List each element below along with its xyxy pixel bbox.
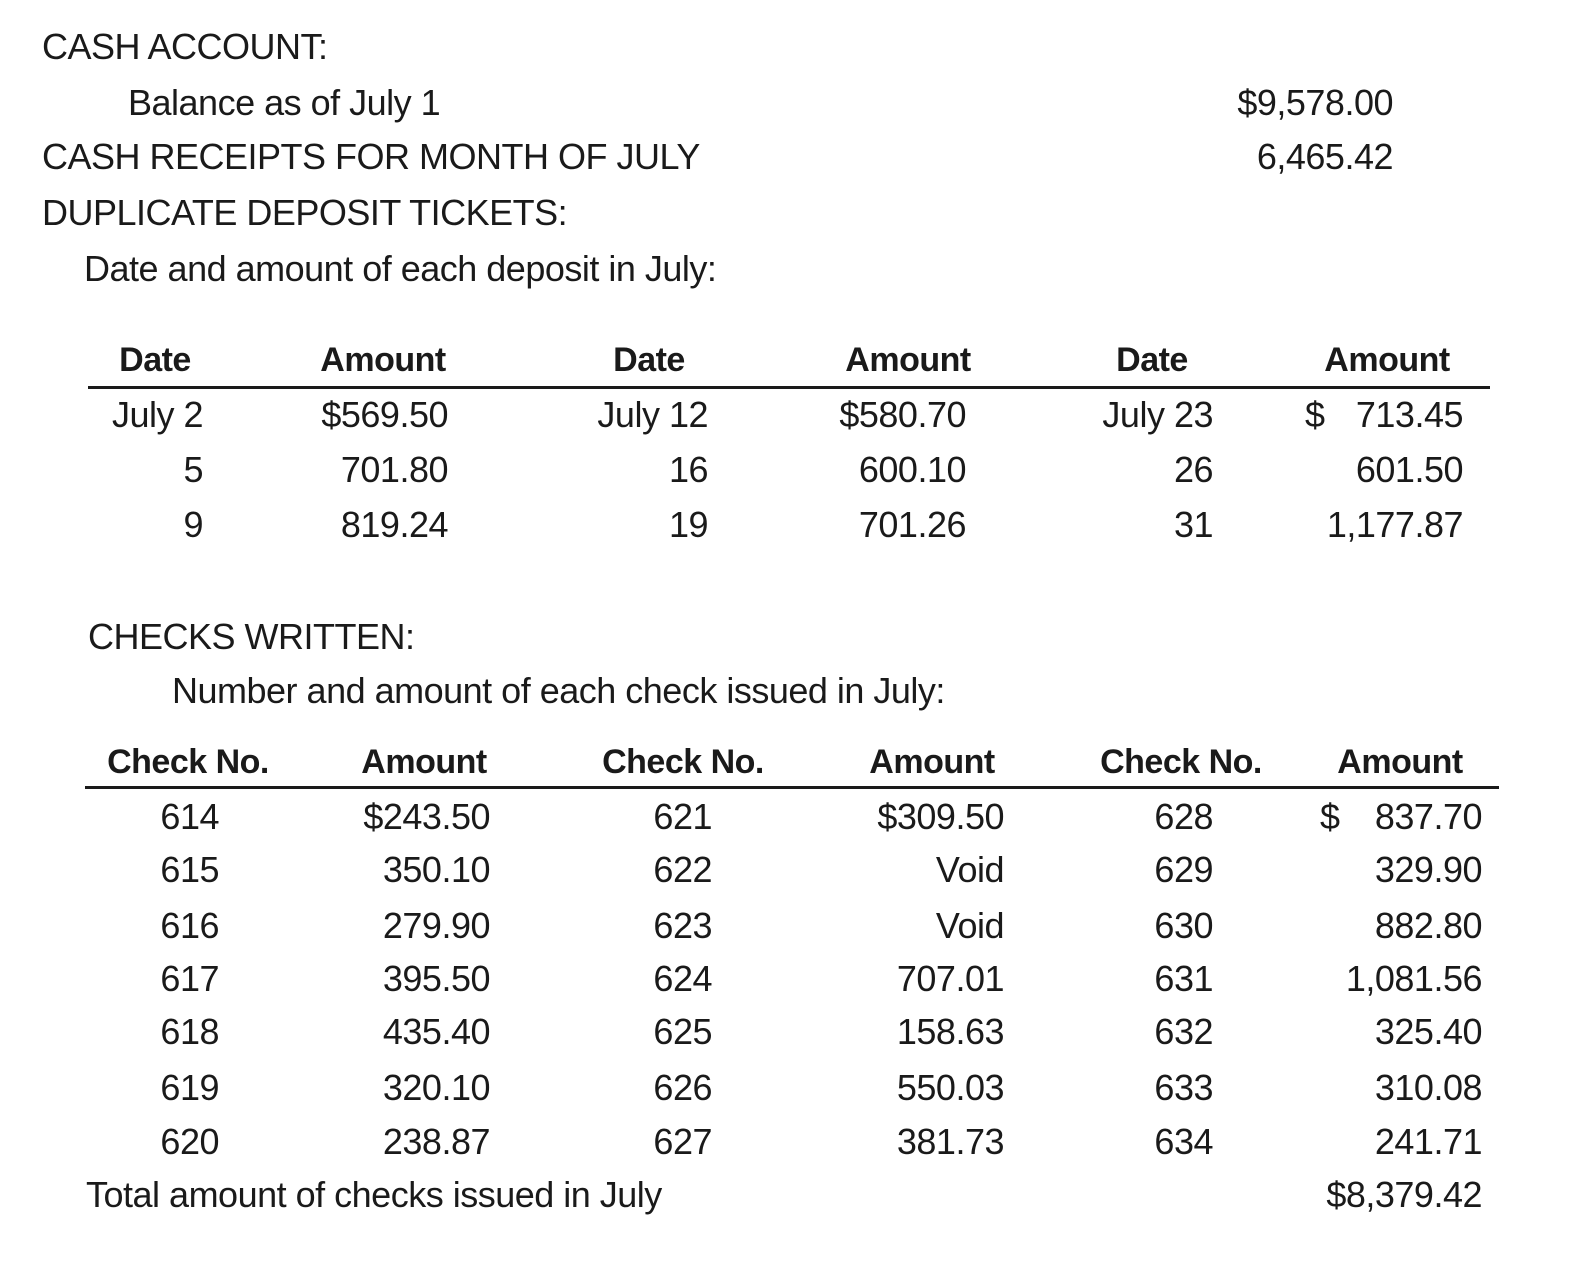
check-no-header: Check No.: [1100, 743, 1262, 781]
check-number: 633: [1154, 1067, 1213, 1108]
check-number: 624: [653, 958, 712, 999]
checks-subheading: Number and amount of each check issued in July:: [172, 670, 945, 711]
deposit-date: 19: [668, 504, 708, 545]
check-number: 629: [1154, 849, 1213, 890]
check-number: 632: [1154, 1011, 1213, 1052]
balance-label: Balance as of July 1: [128, 82, 441, 123]
check-number: 628: [1154, 796, 1213, 837]
deposit-amount-header: Amount: [1324, 341, 1450, 379]
check-number: 623: [653, 905, 712, 946]
deposit-amount: 601.50: [1355, 449, 1463, 490]
deposit-date: July 23: [1102, 394, 1213, 435]
deposit-date: July 12: [597, 394, 708, 435]
deposit-date: 9: [183, 504, 203, 545]
check-number: 615: [160, 849, 219, 890]
check-number: 621: [653, 796, 712, 837]
check-number: 616: [160, 905, 219, 946]
deposits-subheading: Date and amount of each deposit in July:: [84, 248, 717, 289]
deposit-amount: 713.45: [1355, 394, 1463, 435]
check-amount: Void: [935, 905, 1004, 946]
check-amount: 837.70: [1374, 796, 1482, 837]
check-amount: 1,081.56: [1345, 958, 1482, 999]
check-number: 618: [160, 1011, 219, 1052]
check-number: 625: [653, 1011, 712, 1052]
check-amount: Void: [935, 849, 1004, 890]
check-number: 631: [1154, 958, 1213, 999]
check-no-header: Check No.: [107, 743, 269, 781]
check-number: 622: [653, 849, 712, 890]
check-number: 634: [1154, 1121, 1213, 1162]
cash-account-heading: CASH ACCOUNT:: [42, 26, 328, 67]
check-amount: 320.10: [382, 1067, 490, 1108]
checks-heading: CHECKS WRITTEN:: [88, 616, 415, 657]
check-amount: 435.40: [382, 1011, 490, 1052]
deposit-date: 5: [183, 449, 203, 490]
check-number: 630: [1154, 905, 1213, 946]
deposit-amount: 819.24: [340, 504, 448, 545]
check-amount: 238.87: [382, 1121, 490, 1162]
total-value: $8,379.42: [1326, 1174, 1482, 1215]
check-amount-header: Amount: [361, 743, 487, 781]
check-no-header: Check No.: [602, 743, 764, 781]
currency-symbol: $: [1320, 796, 1340, 837]
check-amount: 395.50: [382, 958, 490, 999]
check-number: 614: [160, 796, 219, 837]
receipts-label: CASH RECEIPTS FOR MONTH OF JULY: [42, 136, 700, 177]
check-amount: 707.01: [896, 958, 1004, 999]
deposit-date: 16: [668, 449, 708, 490]
deposits-header-rule: [88, 386, 1490, 389]
deposit-amount-header: Amount: [320, 341, 446, 379]
check-amount: 158.63: [896, 1011, 1004, 1052]
currency-symbol: $: [1305, 394, 1325, 435]
check-amount: $309.50: [877, 796, 1004, 837]
deposit-date-header: Date: [1116, 341, 1188, 379]
check-amount: 350.10: [382, 849, 490, 890]
check-amount: 279.90: [382, 905, 490, 946]
deposit-amount: $569.50: [321, 394, 448, 435]
balance-value: $9,578.00: [1237, 82, 1393, 123]
deposits-heading: DUPLICATE DEPOSIT TICKETS:: [42, 192, 568, 233]
check-amount: 381.73: [896, 1121, 1004, 1162]
check-amount: 310.08: [1374, 1067, 1482, 1108]
deposit-amount: 701.80: [340, 449, 448, 490]
deposit-amount: 701.26: [858, 504, 966, 545]
check-number: 617: [160, 958, 219, 999]
check-amount: 550.03: [896, 1067, 1004, 1108]
checks-header-rule: [85, 786, 1499, 789]
check-number: 619: [160, 1067, 219, 1108]
deposit-amount: 600.10: [858, 449, 966, 490]
check-amount: 329.90: [1374, 849, 1482, 890]
deposit-amount: $580.70: [839, 394, 966, 435]
check-amount: 882.80: [1374, 905, 1482, 946]
check-amount: $243.50: [363, 796, 490, 837]
check-number: 620: [160, 1121, 219, 1162]
check-amount: 241.71: [1374, 1121, 1482, 1162]
total-label: Total amount of checks issued in July: [86, 1174, 662, 1215]
check-amount-header: Amount: [869, 743, 995, 781]
check-amount-header: Amount: [1337, 743, 1463, 781]
check-number: 627: [653, 1121, 712, 1162]
deposit-date: 31: [1173, 504, 1213, 545]
deposit-amount-header: Amount: [845, 341, 971, 379]
deposit-date: 26: [1173, 449, 1213, 490]
check-number: 626: [653, 1067, 712, 1108]
deposit-date: July 2: [111, 394, 203, 435]
deposit-amount: 1,177.87: [1326, 504, 1463, 545]
check-amount: 325.40: [1374, 1011, 1482, 1052]
receipts-value: 6,465.42: [1256, 136, 1393, 177]
deposit-date-header: Date: [119, 341, 191, 379]
deposit-date-header: Date: [613, 341, 685, 379]
